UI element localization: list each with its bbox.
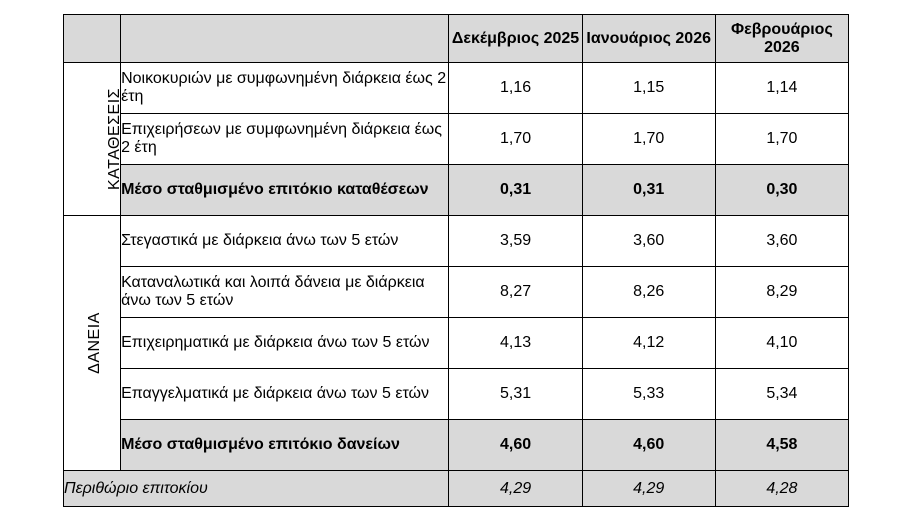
table-row (64, 63, 849, 114)
total-row-loans (64, 420, 849, 471)
value-cell: 1,15 (582, 63, 715, 114)
header-blank-cell (121, 15, 449, 63)
table-row (64, 318, 849, 369)
value-cell: 4,28 (715, 471, 848, 507)
value-cell: 5,34 (715, 369, 848, 420)
group-label-deposits (64, 63, 124, 216)
value-cell: 4,12 (582, 318, 715, 369)
row-label: Επιχειρηματικά με διάρκεια άνω των 5 ετών (121, 318, 449, 369)
value-cell: 1,16 (449, 63, 582, 114)
table-row (64, 114, 849, 165)
value-cell: 1,70 (449, 114, 582, 165)
value-cell: 3,60 (582, 216, 715, 267)
value-cell: 4,29 (449, 471, 582, 507)
value-cell: 8,26 (582, 267, 715, 318)
value-cell: 4,10 (715, 318, 848, 369)
column-header-feb-2026: Φεβρουάριος 2026 (715, 15, 848, 63)
row-label: Στεγαστικά με διάρκεια άνω των 5 ετών (121, 216, 449, 267)
margin-row (64, 471, 849, 507)
row-label: Μέσο σταθμισμένο επιτόκιο δανείων (121, 420, 449, 471)
group-label-text: ΚΑΤΑΘΕΣΕΙΣ (106, 87, 124, 191)
value-cell: 0,31 (582, 165, 715, 216)
table-row (64, 216, 849, 267)
interest-rates-table (63, 14, 849, 507)
value-cell: 1,70 (582, 114, 715, 165)
row-label: Επαγγελματικά με διάρκεια άνω των 5 ετών (121, 369, 449, 420)
margin-label: Περιθώριο επιτοκίου (64, 471, 449, 507)
row-label: Επιχειρήσεων με συμφωνημένη διάρκεια έως 2 έτη (121, 114, 449, 165)
value-cell: 4,60 (582, 420, 715, 471)
column-header-jan-2026: Ιανουάριος 2026 (582, 15, 715, 63)
value-cell: 8,27 (449, 267, 582, 318)
table-row (64, 267, 849, 318)
column-header-dec-2025: Δεκέμβριος 2025 (449, 15, 582, 63)
row-label: Καταναλωτικά και λοιπά δάνεια με διάρκεια άνω των 5 ετών (121, 267, 449, 318)
value-cell: 1,70 (715, 114, 848, 165)
value-cell: 5,33 (582, 369, 715, 420)
header-blank-cell (64, 15, 121, 63)
group-label-loans (64, 216, 121, 471)
value-cell: 0,31 (449, 165, 582, 216)
value-cell: 5,31 (449, 369, 582, 420)
value-cell: 1,14 (715, 63, 848, 114)
value-cell: 4,29 (582, 471, 715, 507)
value-cell: 4,13 (449, 318, 582, 369)
row-label: Νοικοκυριών με συμφωνημένη διάρκεια έως 2 έτη (121, 63, 449, 114)
value-cell: 0,30 (715, 165, 848, 216)
value-cell: 3,59 (449, 216, 582, 267)
value-cell: 4,58 (715, 420, 848, 471)
row-label: Μέσο σταθμισμένο επιτόκιο καταθέσεων (121, 165, 449, 216)
value-cell: 8,29 (715, 267, 848, 318)
table-row (64, 369, 849, 420)
group-label-text: ΔΑΝΕΙΑ (85, 312, 103, 374)
value-cell: 4,60 (449, 420, 582, 471)
total-row-deposits (64, 165, 849, 216)
value-cell: 3,60 (715, 216, 848, 267)
header-row (64, 15, 849, 63)
